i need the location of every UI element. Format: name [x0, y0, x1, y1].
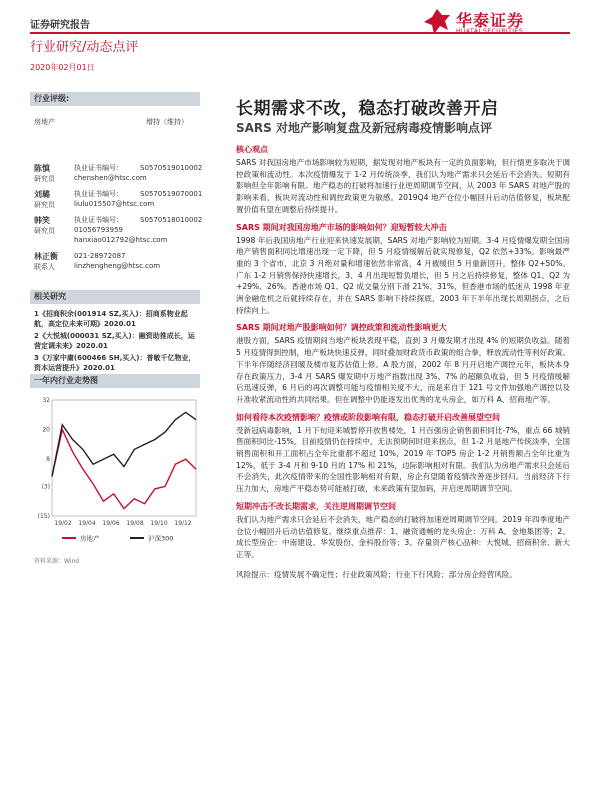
analyst-role: 研究员	[34, 175, 55, 183]
header-divider	[30, 32, 570, 34]
analyst-role: 联系人	[34, 263, 55, 271]
analyst-email[interactable]: liulu015507@htsc.com	[74, 200, 155, 208]
y-tick-label: (15)	[37, 513, 50, 520]
report-type: 证券研究报告	[30, 20, 90, 31]
analyst-email[interactable]: hanxiao012792@htsc.com	[74, 236, 168, 244]
logo-text-cn: 华泰证券	[456, 11, 525, 30]
analyst-cert: S0570519010002	[140, 164, 203, 172]
analyst-name: 刘璐	[34, 190, 50, 199]
rating-industry: 房地产	[34, 118, 55, 126]
series-line	[52, 430, 196, 509]
analyst-name: 林正衡	[34, 252, 58, 261]
related-label: 相关研究	[34, 292, 66, 301]
rating-section-label: 行业评级:	[34, 94, 70, 103]
related-item[interactable]: 2《大悦城(000031 SZ,买入)：融资助推成长，运营定调未来》2020.01	[34, 332, 195, 350]
section-text: SARS 对我国房地产市场影响较为短期，据发现对地产板块有一定的负面影响，但行情更多取决于调控政策和流动性。本次疫情爆发于 1-2 月传统淡季，我们认为地产需求只会延后不会消失。短期有影响但全年影响有限。地产稳态的打破将加速行业逆周期调节空间，从 2003 年 SARS 对地产股的影响来看，板块对流动性和调控政策更为敏感。2019Q4 地产仓位小幅回升后动估值修复，板块配置价值有望在调整后持续提升。	[236, 158, 571, 214]
company-logo	[422, 6, 572, 40]
main-body	[236, 144, 570, 580]
analyst-name: 陈慎	[34, 164, 50, 173]
risk-warning: 风险提示：疫情发展不确定性；行业政策风险；行业下行风险；部分房企经营风险。	[236, 569, 517, 579]
y-tick-label: 32	[42, 397, 50, 404]
section-text: 1998 年后我国房地产行业迎来快速发展期，SARS 对地产影响较为短期。3-4 月疫情爆发期全国房地产销售面积同比增速出现一定下降，但 5 月疫情缓解后就实现修复，Q2 依然+33%。影响最严重的 3 个省市，北京 3 月绝对量和增速依然非常高，4 月被缓但 5 月重新回升，整体 Q2+50%。广东 1-2 月销售保持快速增长，3、4 月出现短暂负增长，但 5 月之后持续修复，整体 Q1、Q2 为+29%、26%。香港市场 Q1、Q2 成交量分别下滑 21%、31%，但香港市场的低迷从 1998 年亚洲金融危机之后就持续存在，并在 SARS 影响下持续探底，2003 年下半年出现长周期拐点，之后持续向上。	[236, 235, 570, 315]
analyst-name: 韩笑	[34, 216, 50, 225]
related-item[interactable]: 1《招商积余(001914 SZ,买入)：招商系物业起航，高定位未来可期》2020.01	[34, 310, 188, 328]
x-tick-label: 19/10	[150, 520, 168, 527]
rating-bar	[30, 92, 200, 106]
chart-frame	[52, 400, 196, 516]
rating-value: 增持（维持）	[146, 118, 188, 126]
y-tick-label: 8	[46, 456, 50, 464]
analyst-role: 研究员	[34, 227, 55, 235]
report-title: 长期需求不改，稳态打破改善开启	[236, 99, 499, 119]
analyst-cert-label: 执业证书编号：	[74, 190, 123, 198]
x-tick-label: 19/04	[78, 520, 96, 527]
analyst-role: 研究员	[34, 201, 55, 209]
section-heading: SARS 期间对地产股影响如何？调控政策和流动性影响更大	[236, 323, 447, 333]
section-text: 受新冠病毒影响，1 月下旬迎来城暂停开放售楼处，1 月百强房企销售面积同比-7%，重点 66 城销售面积同比-15%。目前疫情仍在持续中，无法预期何时迎来拐点，但 1-2 月是地产传统淡季，全国销售面积和开工面积占全年比重都不超过 10%，2019 年 TOP5 房企 1-2 月销售额占全年比重为 12%，低于 3-4 月和 9-10 月的 17% 和 21%，边际影响相对有限。我们认为房地产需求只会延后不会消失，此次疫情带来的全国性影响相对有限，房企有望随着疫情改善逐步回归。当前经济下行压力加大，房地产平稳态势可能被打破，未来政策有望加码，开启逆周期调节空间。	[236, 425, 570, 494]
analyst-cert-label: 执业证书编号：	[74, 164, 123, 172]
legend-label: 沪深300	[148, 534, 174, 543]
legend-label: 房地产	[80, 534, 100, 543]
analyst-cert: S0570518010002	[140, 216, 203, 224]
section-heading: 如何看待本次疫情影响？疫情或阶段影响有限，稳态打破开启改善展望空间	[236, 412, 500, 422]
section-text: 我们认为地产需求只会延后不会消失，地产稳态的打破将加速逆周期调节空间。2019 年四季度地产仓位小幅回升后动估值修复。继续重点推荐：1、融资通畅的龙头房企：万科 A、金地集团等；2、成长型房企：中南建设、华发股份、金科股份等；3、存量资产核心品种：大悦城、招商积余、新大正等。	[236, 514, 570, 559]
industry-trend-chart	[30, 394, 202, 550]
analyst-email[interactable]: chenshen@htsc.com	[74, 174, 147, 182]
x-tick-label: 19/02	[54, 520, 72, 527]
y-tick-label: 20	[42, 426, 50, 434]
analyst-phone: 021-28972087	[74, 252, 126, 260]
trend-label: 一年内行业走势图	[34, 376, 98, 385]
section-heading: 短期冲击不改长期需求，关注逆周期调节空间	[236, 501, 396, 511]
section-heading: 核心观点	[236, 145, 268, 154]
x-tick-label: 19/08	[126, 520, 144, 527]
report-date: 2020年02月01日	[30, 63, 95, 72]
y-tick-label: (3)	[41, 483, 50, 491]
section-text: 港股方面，SARS 疫情期间当地产板块表现平稳，直到 3 月爆发期才出现 4% 的短期负收益。随着 5 月疫情得到控制，地产板块快速反弹，同时叠加财政货币政策的组合拳，释放流动性等利好政策。下半年伴随经济回暖及楼市复苏估值上修。A 股方面，2002 年 8 月开启地产调控元年，板块本身存在政策压力，3-4 月 SARS 爆发期中万地产指数出现 3%、7% 的超额负收益，但 5 月疫情缓解后迅速反弹，6 月后的再次调整可能与疫情相关度不大，而是来自于 121 号文件加强地产调控以及升准收紧流动性的共同结果。但在调整中仍能逐发出优秀的龙头房企，如万科 A、招商地产等。	[236, 336, 570, 404]
trend-source: 资料来源：Wind	[34, 558, 80, 565]
analyst-email[interactable]: linzhengheng@htsc.com	[74, 262, 161, 270]
analyst-phone: 01056793959	[74, 226, 123, 234]
report-subtitle: SARS 对地产影响复盘及新冠病毒疫情影响点评	[236, 121, 492, 135]
x-tick-label: 19/12	[174, 520, 192, 527]
industry-type: 行业研究/动态点评	[30, 40, 139, 55]
analyst-cert-label: 执业证书编号：	[74, 216, 123, 224]
section-heading: SARS 期间对我国房地产市场的影响如何？迎短暂较大冲击	[236, 222, 447, 232]
trend-bar	[30, 374, 200, 388]
related-list	[34, 310, 198, 374]
related-bar	[30, 290, 200, 304]
analyst-cert: S0570519070001	[140, 190, 203, 198]
x-tick-label: 19/06	[102, 520, 120, 527]
related-item[interactable]: 3《万家中庸(600466 SH,买入)：普敏千亿物业，资本运营提升》2020.01	[34, 354, 196, 372]
